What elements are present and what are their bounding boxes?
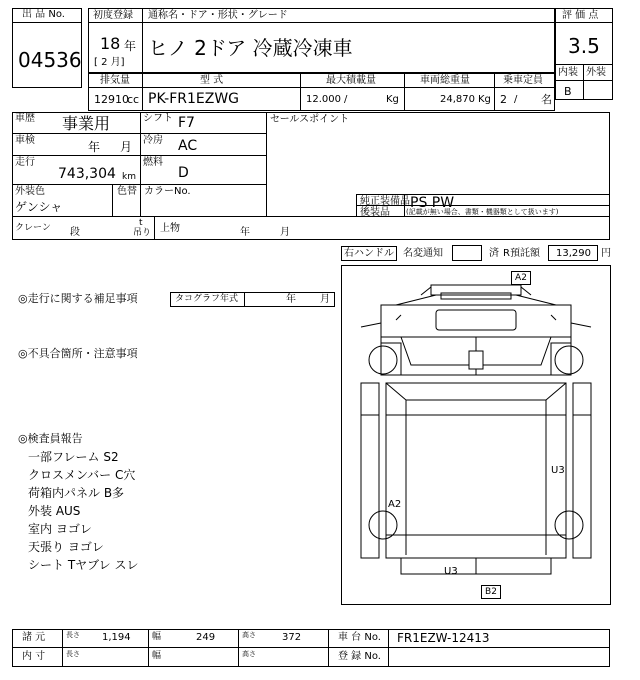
running-remarks-label: ◎走行に関する補足事項 [18,292,138,305]
mileage-unit: km [122,172,136,182]
options-label: 純正装備品 [360,196,410,207]
damage-mark-a2-front: A2 [511,271,531,285]
recycle-label: R預託額 [503,248,540,259]
displacement-label: 排気量 [100,75,130,86]
damage-mark-u3-right: U3 [551,465,565,476]
tacho-divider [244,292,245,307]
score-split [583,64,584,100]
capacity-unit: 名 [541,93,552,106]
history-label: 車歴 [15,113,35,124]
exterior-label: 外装 [586,67,606,78]
max-load-slash: / [344,94,348,105]
recycle-unit: 円 [601,248,611,259]
inspector-line: 室内 ヨゴレ [28,522,92,536]
inspector-line: シート Tヤブレ スレ [28,558,139,572]
capacity-label: 乗車定員 [503,75,543,86]
det-vdiv-main [266,112,267,216]
footer-div-1 [62,629,63,667]
cargo-height-label: 高さ [242,650,256,658]
upper-year: 年 [240,227,250,238]
recycle-status: 済 [489,248,499,259]
inspector-line: 一部フレーム S2 [28,450,119,464]
mileage-label: 走行 [15,157,35,168]
score-label: 評 価 点 [562,10,599,21]
det-rule-2 [12,155,266,156]
score-header-rule [555,22,613,23]
length-value: 1,194 [102,632,131,643]
footer-div-2 [148,629,149,667]
vehicle-name: ヒノ 2ドア 冷蔵冷凍車 [148,36,353,60]
det-rule-3 [12,184,266,185]
dims-label: 諸 元 [22,632,46,643]
specs-div-4 [494,73,495,111]
damage-mark-u3-rear: U3 [444,566,458,577]
footer-mid-rule [12,647,610,648]
cargo-dims-label: 内 寸 [22,651,46,662]
first-reg-divider [142,8,143,73]
upper-label: 上物 [160,223,180,234]
name-change-box [452,245,482,261]
tacho-label: タコグラフ年式 [175,294,239,304]
aircon-label: 冷房 [143,135,163,146]
chassis-value: FR1EZW-12413 [397,631,490,645]
height-label: 高さ [242,631,256,639]
det-vdiv-crane [154,216,155,240]
crane-ton-bottom: 吊り [133,228,152,238]
mileage-value: 743,304 [58,166,116,182]
lot-label: 出 品 No. [22,9,65,20]
inspection-label: 車検 [15,135,35,146]
specs-div-3 [404,73,405,111]
color-code-label: カラーNo. [144,186,191,197]
inspector-line: 外装 AUS [28,504,81,518]
score-value: 3.5 [568,34,600,58]
specs-div-1 [142,73,143,111]
gross-weight-value: 24,870 [440,94,475,105]
fuel-label: 燃料 [143,157,163,168]
lot-header-rule [12,22,82,23]
damage-mark-a2-left: A2 [388,499,402,510]
sales-point-label: セールスポイント [270,114,350,125]
max-load-label: 最大積載量 [326,75,376,86]
upper-month: 月 [280,227,290,238]
color-label: 外装色 [15,186,45,197]
first-reg-label: 初度登録 [93,10,133,21]
handle-label: 右ハンドル [344,248,394,259]
name-label: 通称名・ドア・形状・グレード [148,10,288,21]
interior-label: 内装 [558,67,578,78]
shift-value: F7 [178,115,195,131]
tacho-year: 年 [286,294,296,305]
det-rule-4 [12,216,610,217]
defect-label: ◎不具合箇所・注意事項 [18,347,138,360]
max-load-unit: Kg [386,94,399,105]
inspector-lines [28,448,228,574]
model-value: PK-FR1EZWG [148,91,240,107]
crane-ton-top: t [139,218,143,228]
inspector-line: 荷箱内パネル B多 [28,486,125,500]
inspector-line: クロスメンバー C穴 [28,468,136,482]
recycle-amount: 13,290 [556,248,591,259]
name-header-rule [88,22,555,23]
footer-div-3 [238,629,239,667]
chassis-label: 車 台 No. [338,632,381,643]
tacho-month: 月 [320,294,330,305]
damage-mark-b2-rear: B2 [481,585,501,599]
score-lower-rule [555,80,613,81]
reg-year: 18 [100,34,121,53]
lot-number: 04536 [18,48,82,72]
color-value: ゲンシャ [15,200,63,214]
capacity-value: 2 [500,93,507,106]
aftermarket-note: (記載が無い場合、書類・機器類として扱います) [406,208,559,216]
inspection-year: 年 [88,140,101,154]
specs-header-rule [88,87,555,88]
cargo-width-label: 幅 [152,651,162,661]
model-label: 型 式 [200,75,224,86]
max-load-value: 12.000 [306,94,341,105]
name-change-label: 名変通知 [403,248,443,259]
interior-grade: B [564,85,572,98]
inspector-label: ◎検査員報告 [18,432,83,445]
det-vdiv-color [112,184,113,216]
color-change-label: 色替 [117,186,137,197]
history-value: 事業用 [62,114,111,133]
det-vdiv-colorno [140,184,141,216]
inspection-month: 月 [120,140,133,154]
aftermarket-label: 後装品 [360,207,390,218]
gross-weight-label: 車両総重量 [420,75,470,86]
options-value: PS PW [410,195,455,211]
det-rule-1 [12,133,266,134]
score-mid-rule [555,64,613,65]
crane-stage: 段 [70,227,80,238]
specs-div-2 [300,73,301,111]
cargo-length-label: 長さ [66,650,80,658]
reg-no-label: 登 録 No. [338,651,381,662]
crane-label: クレーン [15,223,51,233]
inspector-line: 天張り ヨゴレ [28,540,104,554]
width-value: 249 [196,632,216,643]
displacement-unit: cc [127,93,140,106]
gross-weight-unit: Kg [478,94,491,105]
footer-div-4 [328,629,329,667]
fuel-value: D [178,165,189,181]
det-vdiv-1 [140,112,141,184]
length-label: 長さ [66,631,80,639]
truck-diagram [341,265,611,605]
aircon-value: AC [178,138,198,154]
det-rule-options [356,194,610,195]
capacity-slash: / [514,94,518,105]
reg-month: [ 2 月] [94,57,125,68]
footer-div-5 [388,629,389,667]
height-value: 372 [282,632,302,643]
width-label: 幅 [152,632,162,642]
det-vdiv-options [356,194,357,216]
reg-year-unit: 年 [124,39,137,53]
shift-label: シフト [143,113,173,124]
displacement-value: 12910 [94,93,129,106]
